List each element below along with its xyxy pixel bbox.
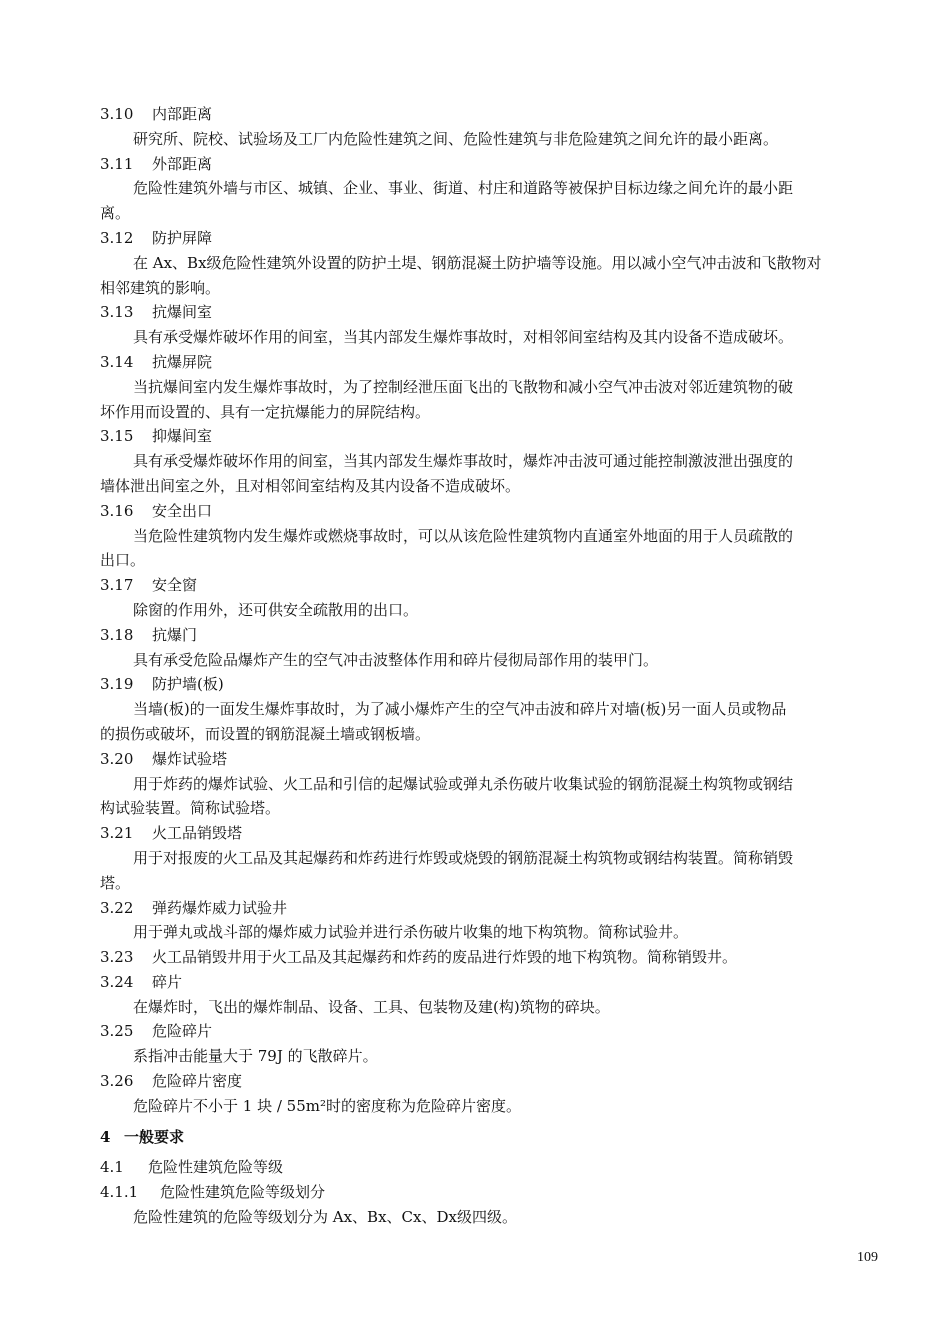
definition-line: 具有承受爆炸破坏作用的间室，当其内部发生爆炸事故时，对相邻间室结构及其内设备不造成破坏。 <box>133 328 794 347</box>
term-3-19: 3.19 防护墙(板) <box>100 675 224 694</box>
definition-line: 用于弹丸或战斗部的爆炸威力试验并进行杀伤破片收集的地下构筑物。简称试验井。 <box>133 923 689 942</box>
page-number: 109 <box>857 1250 878 1265</box>
term-3-16: 3.16 安全出口 <box>100 501 213 520</box>
definition-line: 坏作用而设置的、具有一定抗爆能力的屏院结构。 <box>100 402 431 421</box>
section-heading: 4 一般要求 <box>100 1127 185 1146</box>
definition-line: 在爆炸时，飞出的爆炸制品、设备、工具、包装物及建(构)筑物的碎块。 <box>133 997 610 1016</box>
definition-line: 构试验装置。简称试验塔。 <box>100 799 281 818</box>
definition-line: 系指冲击能量大于 79J 的飞散碎片。 <box>133 1047 378 1066</box>
term-3-22: 3.22 弹药爆炸威力试验井 <box>100 898 288 917</box>
definition-line: 危险碎片不小于 1 块 / 55m²时的密度称为危险碎片密度。 <box>133 1096 521 1115</box>
definition-line: 出口。 <box>100 551 146 570</box>
term-3-18: 3.18 抗爆门 <box>100 625 198 644</box>
term-3-15: 3.15 抑爆间室 <box>100 427 213 446</box>
subsubsection-heading: 4.1.1 危险性建筑危险等级划分 <box>100 1183 326 1202</box>
definition-line: 用于对报废的火工品及其起爆药和炸药进行炸毁或烧毁的钢筋混凝土构筑物或钢结构装置。简称销毁 <box>133 848 794 867</box>
definition-line: 具有承受危险品爆炸产生的空气冲击波整体作用和碎片侵彻局部作用的装甲门。 <box>133 650 659 669</box>
subsection-heading: 4.1 危险性建筑危险等级 <box>100 1158 284 1177</box>
definition-line: 相邻建筑的影响。 <box>100 278 221 297</box>
definition-line: 危险性建筑的危险等级划分为 Ax、Bx、Cx、Dx级四级。 <box>133 1208 517 1227</box>
term-3-12: 3.12 防护屏障 <box>100 228 213 247</box>
definition-line: 除窗的作用外，还可供安全疏散用的出口。 <box>133 600 419 619</box>
definition-line: 离。 <box>100 204 131 223</box>
term-3-10: 3.10 内部距离 <box>100 105 213 123</box>
definition-line: 具有承受爆炸破坏作用的间室，当其内部发生爆炸事故时，爆炸冲击波可通过能控制激波泄出强度的 <box>133 452 794 471</box>
term-3-21: 3.21 火工品销毁塔 <box>100 824 243 843</box>
definition-line: 研究所、院校、试验场及工厂内危险性建筑之间、危险性建筑与非危险建筑之间允许的最小距离。 <box>133 129 779 148</box>
definition-line: 当危险性建筑物内发生爆炸或燃烧事故时，可以从该危险性建筑物内直通室外地面的用于人员疏散的 <box>133 526 794 545</box>
definition-line: 当抗爆间室内发生爆炸事故时，为了控制经泄压面飞出的飞散物和减小空气冲击波对邻近建筑物的破 <box>133 377 794 396</box>
term-3-13: 3.13 抗爆间室 <box>100 303 213 322</box>
term-3-14: 3.14 抗爆屏院 <box>100 352 213 371</box>
definition-line: 危险性建筑外墙与市区、城镇、企业、事业、街道、村庄和道路等被保护目标边缘之间允许的最小距 <box>133 179 794 198</box>
definition-line: 塔。 <box>100 873 131 892</box>
definition-line: 当墙(板)的一面发生爆炸事故时，为了减小爆炸产生的空气冲击波和碎片对墙(板)另一面人员或物品 <box>133 700 787 719</box>
term-3-26: 3.26 危险碎片密度 <box>100 1072 243 1091</box>
term-3-11: 3.11 外部距离 <box>100 154 213 173</box>
page-body <box>0 102 950 1230</box>
term-3-23: 3.23 火工品销毁井用于火工品及其起爆药和炸药的废品进行炸毁的地下构筑物。简称销毁井。 <box>100 948 738 967</box>
term-3-17: 3.17 安全窗 <box>100 576 198 595</box>
term-3-20: 3.20 爆炸试验塔 <box>100 749 228 768</box>
term-3-24: 3.24 碎片 <box>100 972 183 991</box>
definition-line: 墙体泄出间室之外，且对相邻间室结构及其内设备不造成破坏。 <box>100 476 521 495</box>
definition-line: 的损伤或破坏，而设置的钢筋混凝土墙或钢板墙。 <box>100 724 431 743</box>
term-3-25: 3.25 危险碎片 <box>100 1022 213 1041</box>
definition-line: 用于炸药的爆炸试验、火工品和引信的起爆试验或弹丸杀伤破片收集试验的钢筋混凝土构筑物或钢结 <box>133 774 794 793</box>
definition-line: 在 Ax、Bx级危险性建筑外设置的防护土堤、钢筋混凝土防护墙等设施。用以减小空气冲击波和飞散物对 <box>133 253 822 272</box>
